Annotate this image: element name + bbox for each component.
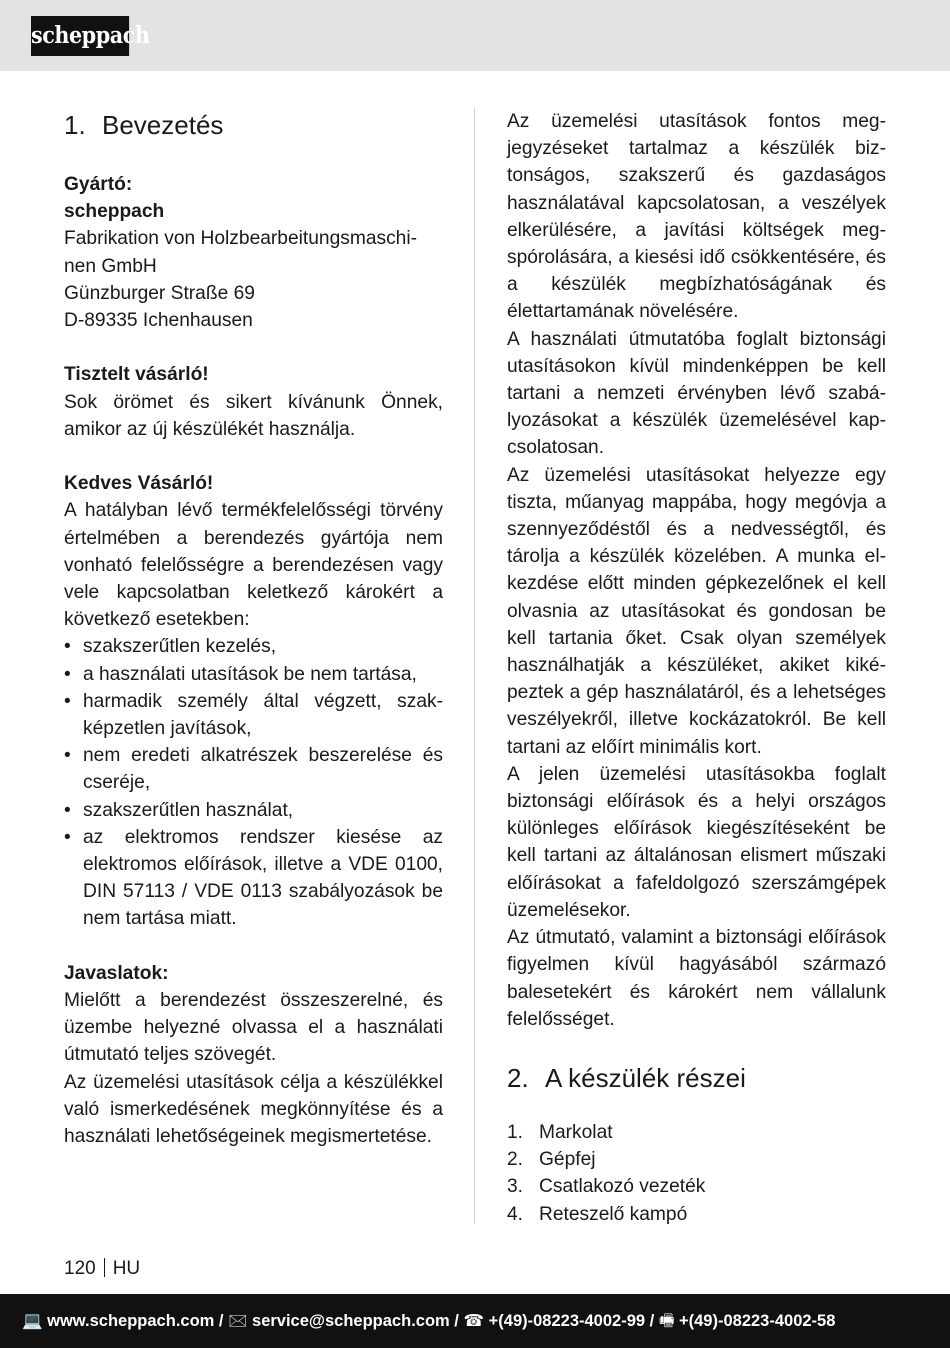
fax-icon: 🖷 (658, 1311, 675, 1330)
mail-icon: 🖂 (228, 1311, 248, 1330)
phone-number: +(49)-08223-4002-99 (488, 1312, 646, 1330)
body-paragraph: Az üzemelési utasítások fontos megjegyzéseket tartalmaz a készülék biztonságos, szakszerű és gazdaságos használatával kapcsolatosan, a veszélyek elkerülésére, a javítási költségek megspórolására, a kiesési idő csökkentésére, és a készülék megbízhatóságának és élettartamának növelésére. (507, 111, 886, 323)
computer-icon: 💻 (22, 1311, 43, 1330)
list-item: • szakszerűtlen kezelés, (64, 633, 443, 660)
greeting-title: Tisztelt vásárló! (64, 364, 209, 386)
section-heading-introduction: 1. Bevezetés (64, 110, 224, 140)
list-item: 4. Reteszelő kampó (507, 1203, 688, 1225)
left-column (64, 108, 443, 1150)
greeting-text: Sok örömet és sikert kívánunk Önnek, amikor az új készülékét használja. (64, 391, 443, 440)
list-item: • harmadik személy által végzett, szakképzetlen javítások, (64, 688, 443, 742)
body-paragraph: A használati útmutatóba foglalt biztonsági utasításokon kívül mindenképpen be kell tartani a nemzeti érvényben lévő szabályozásokat a készülék üzemelésével kapcsolatosan. (507, 328, 886, 459)
scheppach-logo: scheppach (31, 16, 129, 56)
phone-icon: ☎ (463, 1311, 485, 1330)
list-item: • az elektromos rendszer kiesése az elektromos előírások, illetve a VDE 0100, DIN 57113 / VDE 0113 szabályozások be nem tartása miatt. (64, 824, 443, 933)
liability-text: A hatályban lévő termékfelelősségi törvény értelmében a berendezés gyártója nem vonható felelősségre a berendezésen vagy vele kapcsolatban keletkező károkért a következő esetekben: (64, 500, 443, 631)
email-link[interactable]: service@scheppach.com (252, 1312, 450, 1330)
liability-list (64, 633, 443, 932)
column-divider (474, 108, 475, 1224)
header-bar (0, 0, 950, 71)
list-item: • szakszerűtlen használat, (64, 797, 443, 824)
page-number-separator (104, 1258, 105, 1277)
page-number: 120 HU (64, 1258, 141, 1279)
section-heading-parts: 2. A készülék részei (507, 1062, 746, 1093)
manufacturer-name: scheppach (64, 201, 165, 223)
address-line: nen GmbH (64, 255, 157, 277)
recommendations-text: Az üzemelési utasítások célja a készülékkel való ismerkedésének megkönnyítése és a használati lehetőségeinek megismertetése. (64, 1071, 443, 1148)
list-item: 3. Csatlakozó vezeték (507, 1176, 706, 1198)
list-item: 2. Gépfej (507, 1149, 596, 1171)
manufacturer-label: Gyártó: (64, 174, 133, 195)
recommendations-title: Javaslatok: (64, 962, 169, 984)
website-link[interactable]: www.scheppach.com (47, 1312, 215, 1330)
list-item: • a használati utasítások be nem tartása, (64, 661, 443, 688)
address-line: D-89335 Ichenhausen (64, 310, 253, 332)
footer-bar: 💻 www.scheppach.com / 🖂 service@scheppach.com / ☎ +(49)-08223-4002-99 / 🖷 +(49)-08223-4002-58 (0, 1294, 950, 1348)
body-paragraph: A jelen üzemelési utasításokba foglalt biztonsági előírások és a helyi országos különleges előírások kiegészítéseként be kell tartani az általánosan elismert műszaki előírásokat a fafeldolgozó szerszámgépek üzemelésekor. (507, 763, 886, 921)
fax-number: +(49)-08223-4002-58 (679, 1312, 836, 1330)
right-column (507, 108, 886, 1228)
body-paragraph: Az üzemelési utasításokat helyezze egy tiszta, műanyag mappába, hogy megóvja a szennyeződéstől és a nedvességtől, és tárolja a készülék közelében. A munka elkezdése előtt minden gépkezelőnek el kell olvasnia az utasításokat és gondosan be kell tartania őket. Csak olyan személyek használhatják a készüléket, akiket kiképeztek a gép használatáról, és a lehetséges veszélyekről, illetve kockázatokról. Be kell tartani az előírt minimális kort. (507, 464, 886, 758)
address-line: Fabrikation von Holzbearbeitungsmaschi- (64, 228, 418, 250)
recommendations-text: Mielőtt a berendezést összeszerelné, és üzembe helyezné olvassa el a használati útmutató teljes szövegét. (64, 990, 443, 1066)
list-item: 1. Markolat (507, 1121, 613, 1143)
body-paragraph: Az útmutató, valamint a biztonsági előírások figyelmen kívül hagyásából származó balesetekért és károkért nem vállalunk felelősséget. (507, 927, 886, 1030)
list-item: • nem eredeti alkatrészek beszerelése és cseréje, (64, 742, 443, 796)
greeting-title: Kedves Vásárló! (64, 473, 214, 495)
parts-list (507, 1119, 886, 1228)
address-line: Günzburger Straße 69 (64, 282, 255, 304)
